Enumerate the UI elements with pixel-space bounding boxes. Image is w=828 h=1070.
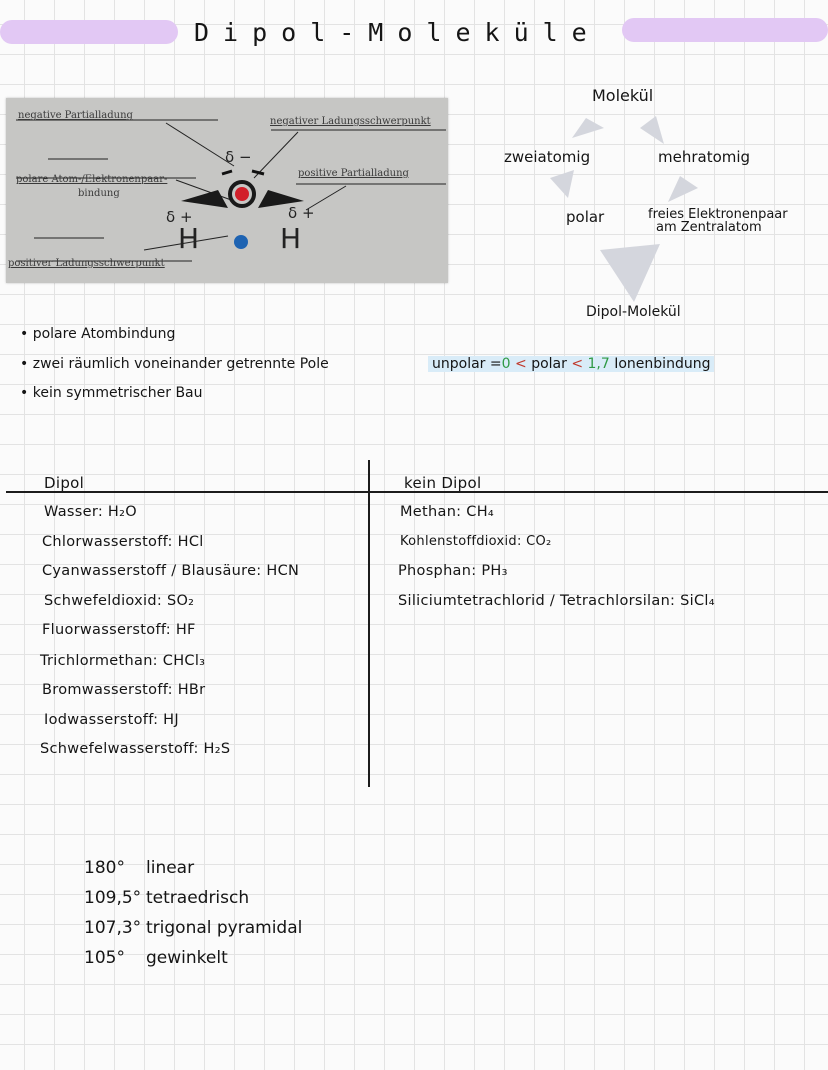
angle-value: 180° — [84, 858, 125, 878]
electronegativity-scale — [428, 356, 714, 372]
dipol-row: Schwefelwasserstoff: H₂S — [40, 741, 231, 757]
dipol-row: Iodwasserstoff: HJ — [44, 712, 179, 728]
flow-polar: polar — [566, 208, 605, 226]
angle-row — [84, 858, 194, 878]
flow-free-pair-2: am Zentralatom — [656, 220, 762, 235]
scale-polar: polar — [531, 356, 567, 372]
angle-row — [84, 918, 302, 938]
arrow-right-down — [668, 176, 698, 202]
bullet-2: • zwei räumlich voneinander getrennte Pole — [20, 356, 329, 372]
arrow-left-down — [550, 170, 574, 198]
label-negative-center: negativer Ladungsschwerpunkt — [270, 116, 431, 127]
label-positive-center: positiver Ladungsschwerpunkt — [8, 258, 165, 269]
arrow-result — [600, 244, 660, 302]
scale-value: 1,7 — [587, 356, 610, 372]
angle-value: 107,3° — [84, 918, 142, 938]
kein-dipol-row: Phosphan: PH₃ — [398, 563, 508, 579]
kein-dipol-row: Methan: CH₄ — [400, 504, 495, 520]
arrow-molecule-right — [640, 116, 664, 144]
header-kein-dipol: kein Dipol — [404, 474, 482, 492]
dipol-row: Chlorwasserstoff: HCl — [42, 534, 204, 550]
label-positive-partial: positive Partialladung — [298, 168, 409, 179]
header-dipol: Dipol — [44, 474, 85, 492]
scale-zero: 0 — [501, 356, 511, 372]
angle-shape: trigonal pyramidal — [146, 918, 303, 938]
delta-plus-right: δ + — [288, 204, 315, 222]
angle-value: 109,5° — [84, 888, 142, 908]
flow-mehratomig: mehratomig — [658, 148, 751, 166]
dipol-row: Schwefeldioxid: SO₂ — [44, 593, 195, 609]
angle-row — [84, 888, 249, 908]
dipol-row: Fluorwasserstoff: HF — [42, 622, 196, 638]
dipol-row: Cyanwasserstoff / Blausäure: HCN — [42, 563, 300, 579]
dipol-row: Trichlormethan: CHCl₃ — [40, 653, 206, 669]
page-title: Dipol-Moleküle — [194, 18, 601, 47]
scale-eq: = — [489, 356, 502, 372]
label-polar-bond-1: polare Atom-/Elektronenpaar- — [16, 174, 168, 185]
scale-lt-2: < — [571, 356, 584, 372]
angle-shape: gewinkelt — [146, 948, 228, 968]
label-polar-bond-2: bindung — [78, 188, 120, 199]
bullet-1: • polare Atombindung — [20, 326, 175, 342]
angle-value: 105° — [84, 948, 125, 968]
delta-plus-left: δ + — [166, 208, 193, 226]
flow-molecule: Molekül — [592, 86, 654, 105]
flow-free-pair-1: freies Elektronenpaar — [648, 207, 788, 222]
hydrogen-left: H — [178, 222, 200, 255]
flow-zweiatomig: zweiatomig — [504, 148, 591, 166]
arrow-molecule-left — [572, 118, 604, 138]
label-negative-partial: negative Partialladung — [18, 110, 133, 121]
kein-dipol-row: Siliciumtetrachlorid / Tetrachlorsilan: SiCl₄ — [398, 593, 715, 609]
dipol-row: Bromwasserstoff: HBr — [42, 682, 206, 698]
scale-lt-1: < — [515, 356, 527, 372]
bullet-3: • kein symmetrischer Bau — [20, 385, 203, 401]
angle-row — [84, 948, 228, 968]
angle-shape: tetraedrisch — [146, 888, 250, 908]
delta-minus: δ − — [225, 148, 252, 166]
table-column-divider — [368, 460, 370, 787]
hydrogen-right: H — [280, 222, 302, 255]
angle-shape: linear — [146, 858, 195, 878]
dipol-row: Wasser: H₂O — [44, 504, 137, 520]
scale-ionic: Ionenbindung — [614, 356, 711, 372]
scale-unpolar: unpolar — [432, 356, 486, 372]
scale-highlight — [428, 356, 714, 372]
flow-dipol-molecule: Dipol-Molekül — [586, 304, 681, 320]
kein-dipol-row: Kohlenstoffdioxid: CO₂ — [400, 534, 552, 549]
